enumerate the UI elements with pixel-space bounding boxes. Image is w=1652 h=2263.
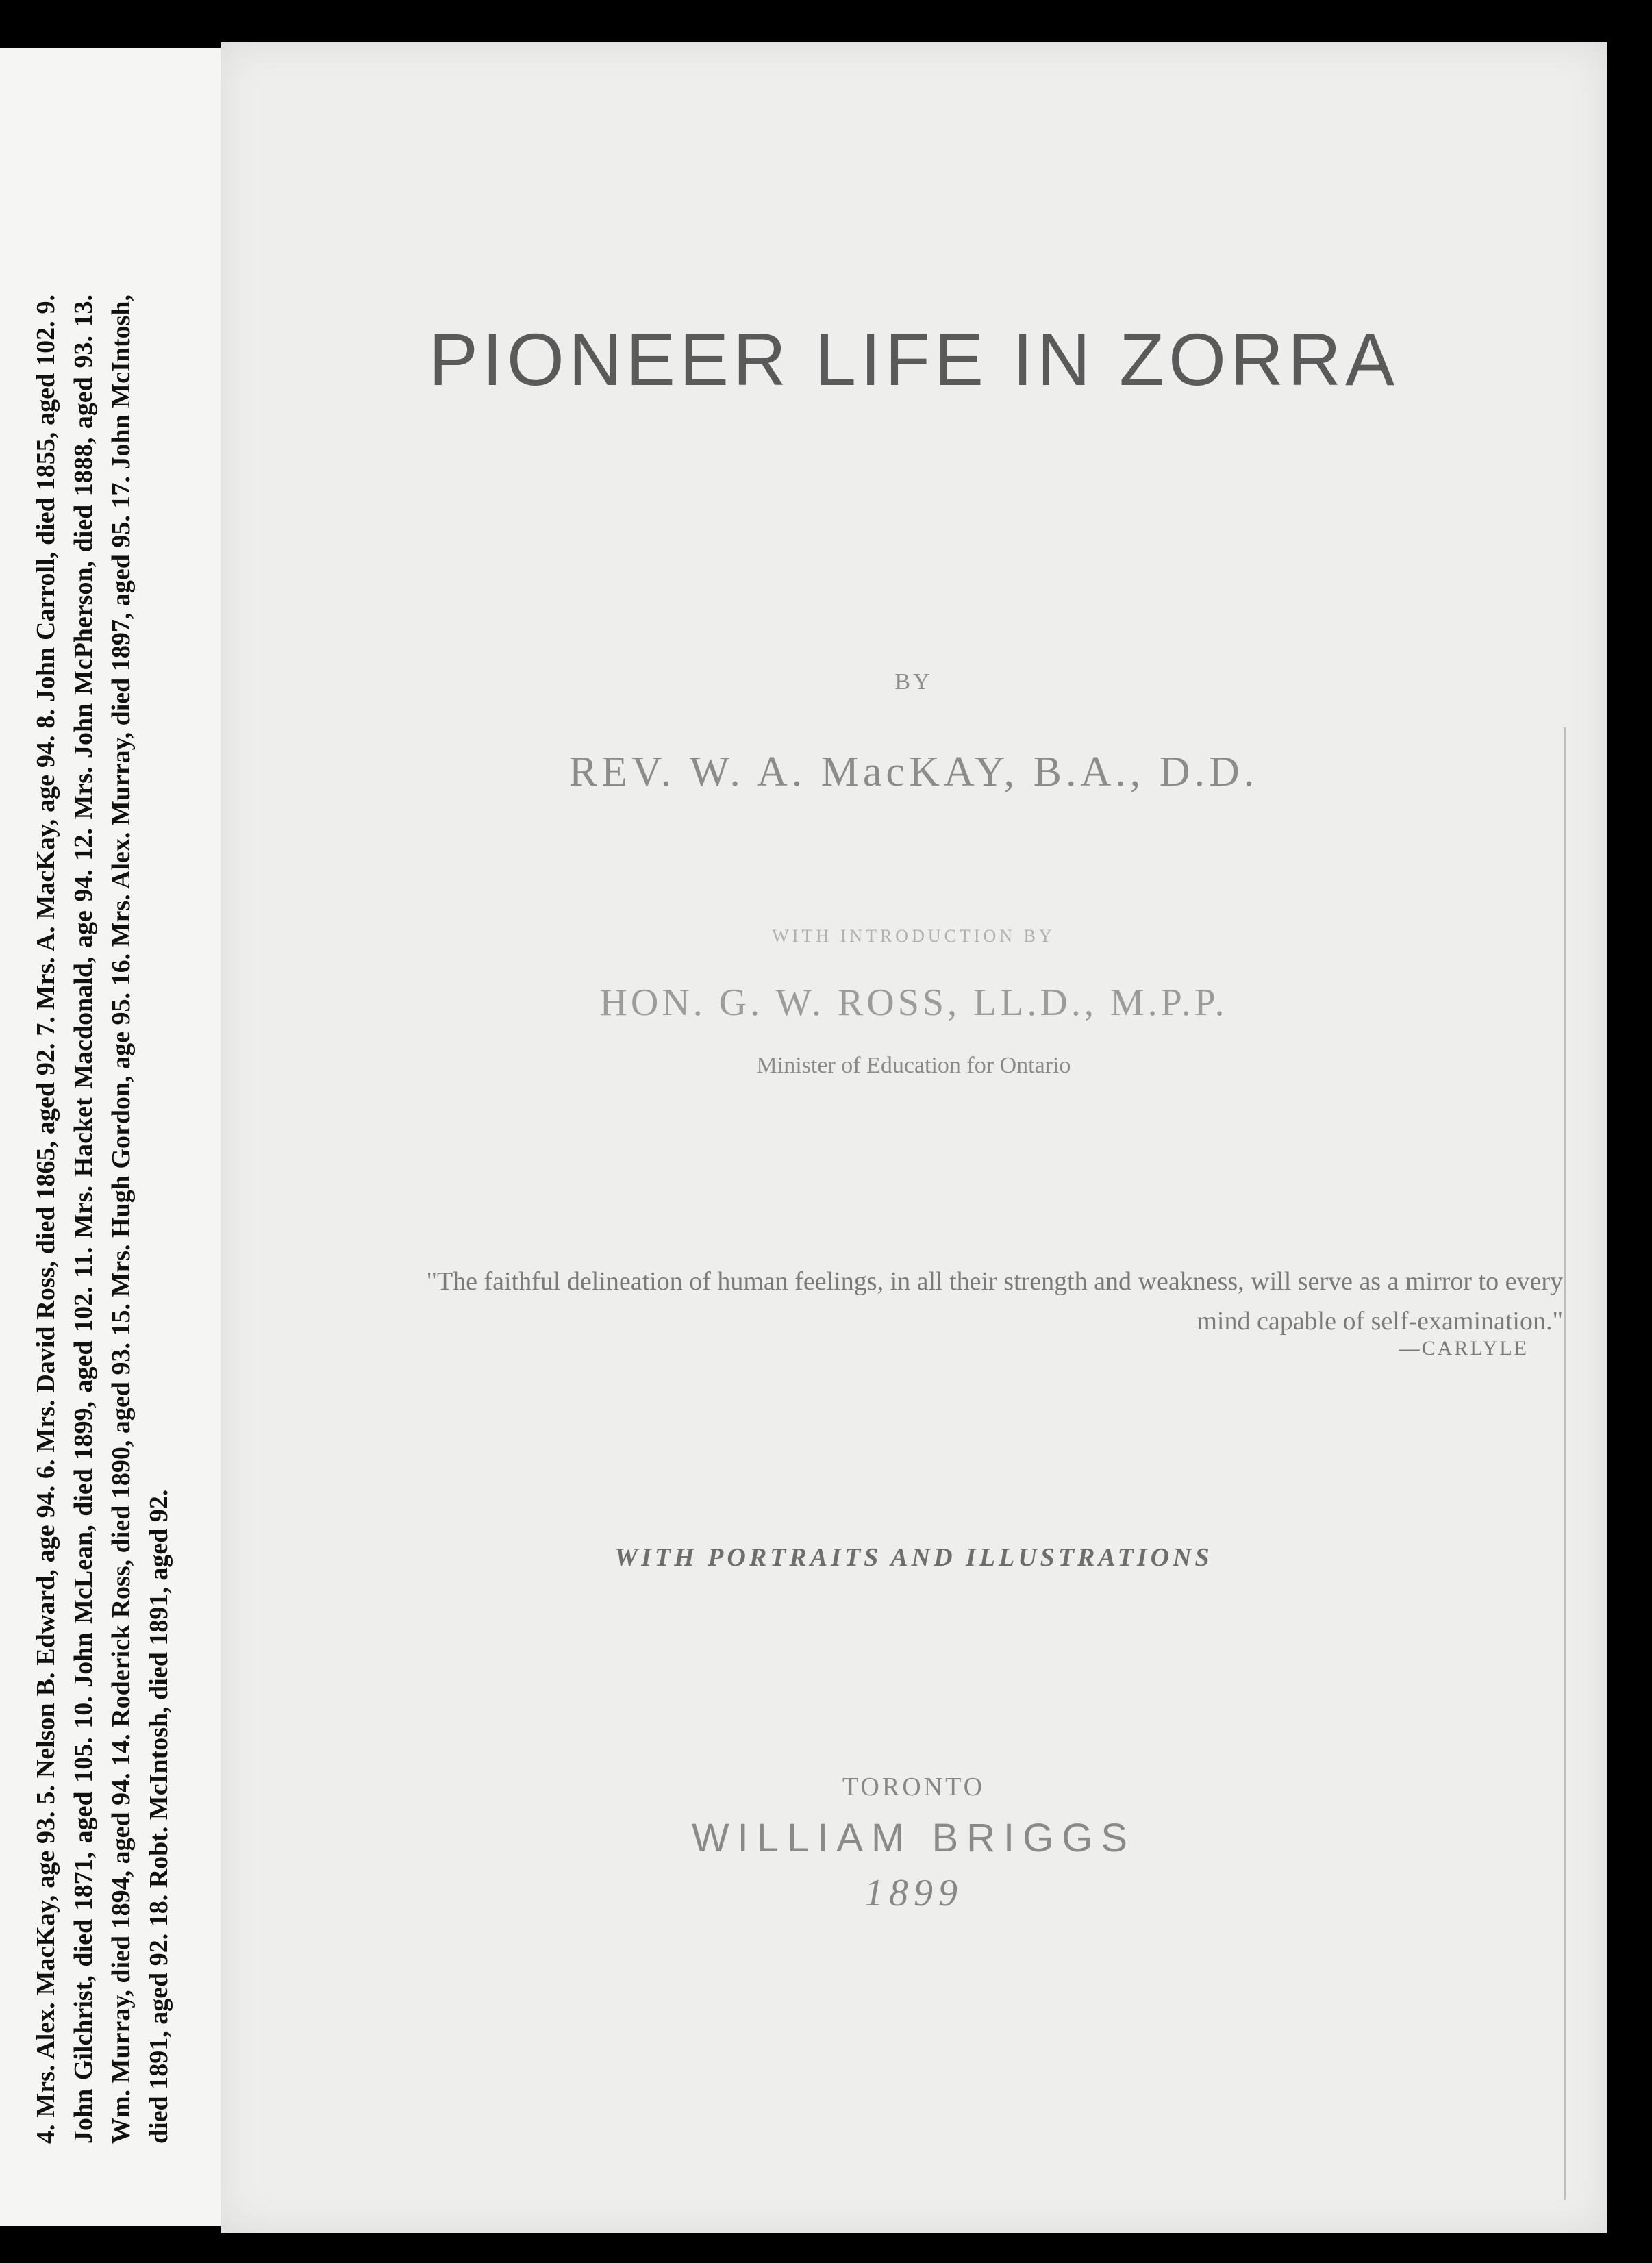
by-line: BY xyxy=(894,669,933,695)
book-title: PIONEER LIFE IN ZORRA xyxy=(428,318,1399,401)
portrait-caption: 4. Mrs. Alex. MacKay, age 93. 5. Nelson B. Edward, age 94. 6. Mrs. David Ross, died 1865, aged 92. 7. Mrs. A. MacKay, age 94. 8. John Carroll, died 1855, aged 102. 9. John Gilchrist, died 1871, aged 105. 10. John McLean, died 1899, aged 102. 11. Mrs. Hacket Macdonald, age 94. 12. Mrs. John McPherson, died 1888, aged 93. 13. Wm. Murray, died 1894, aged 94. 14. Roderick Ross, died 1890, aged 93. 15. Mrs. Hugh Gordon, age 95. 16. Mrs. Alex. Murray, died 1897, aged 95. 17. John McIntosh, died 1891, aged 92. 18. Robt. McIntosh, died 1891, aged 92. xyxy=(32,295,173,2144)
author-name: REV. W. A. MacKAY, B.A., D.D. xyxy=(568,749,1259,795)
introduction-author: HON. G. W. ROSS, LL.D., M.P.P. xyxy=(599,982,1228,1024)
publication-year: 1899 xyxy=(864,1872,963,1914)
introduction-author-role: Minister of Education for Ontario xyxy=(756,1053,1071,1078)
page-fold xyxy=(1564,727,1566,2200)
epigraph-quote: "The faithful delineation of human feelings, in all their strength and weakness, will serve as a mirror to every mind capable of self-examination." xyxy=(426,1267,1563,1336)
introduction-label: WITH INTRODUCTION BY xyxy=(772,926,1055,946)
left-facing-page xyxy=(0,48,221,2226)
publication-city: TORONTO xyxy=(842,1773,986,1801)
publisher-name: WILLIAM BRIGGS xyxy=(691,1816,1136,1860)
epigraph-attribution: —CARLYLE xyxy=(1399,1337,1529,1360)
title-page xyxy=(221,42,1607,2233)
portraits-note: WITH PORTRAITS AND ILLUSTRATIONS xyxy=(614,1543,1213,1572)
